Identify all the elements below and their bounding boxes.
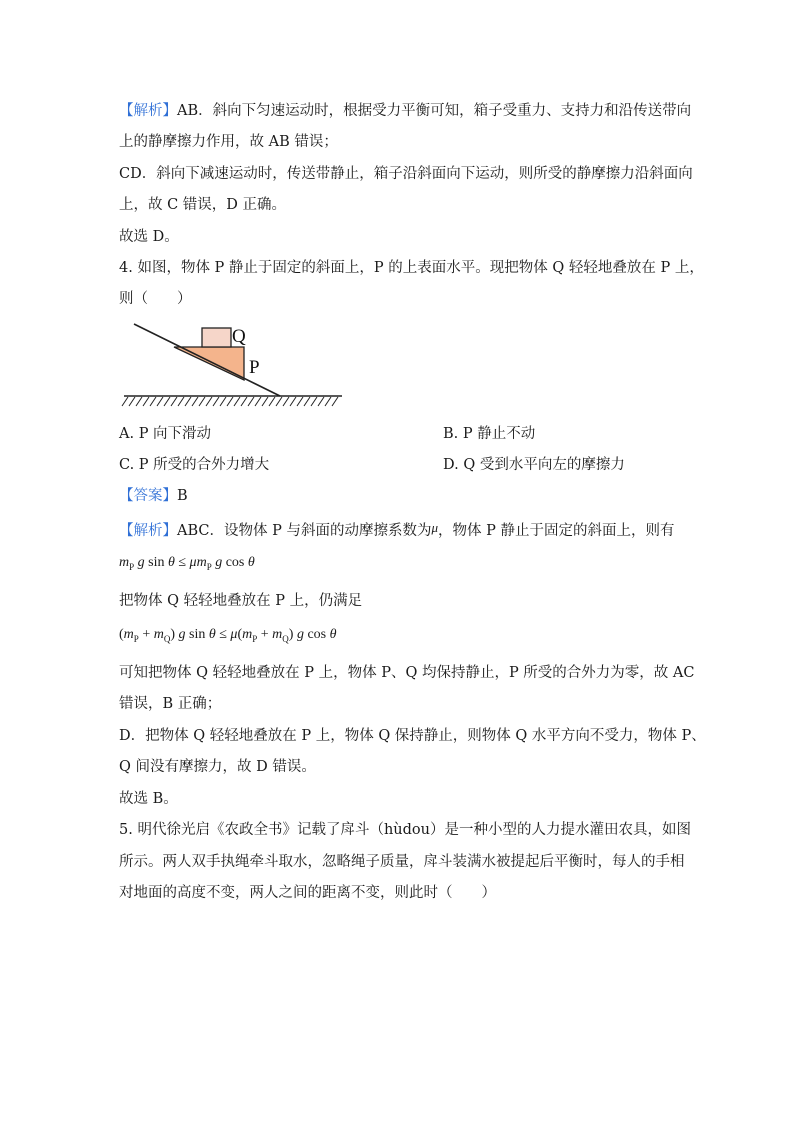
- label-p: P: [249, 357, 260, 378]
- analysis-tag: 【解析】: [119, 523, 177, 539]
- analysis-tag: 【解析】: [119, 103, 177, 119]
- mu-symbol: μ: [431, 520, 438, 535]
- q4-analysis-line-1: [119, 518, 674, 541]
- q3-analysis-line-4: 上，故 C 错误，D 正确。: [119, 197, 287, 213]
- q3-analysis-text-1: AB．斜向下匀速运动时，根据受力平衡可知，箱子受重力、支持力和沿传送带向: [177, 103, 692, 119]
- q4-stem-line-1: 4. 如图，物体 P 静止于固定的斜面上，P 的上表面水平。现把物体 Q 轻轻地叠放在 P 上，: [119, 260, 704, 276]
- ground-hatching: [122, 397, 338, 406]
- wedge-p: [174, 347, 244, 380]
- q5-stem-line-2: 所示。两人双手执绳牵斗取水，忽略绳子质量，戽斗装满水被提起后平衡时，每人的手相: [119, 854, 685, 870]
- label-q: Q: [232, 326, 246, 347]
- q5-stem-line-3: 对地面的高度不变，两人之间的距离不变，则此时（ ）: [119, 885, 496, 901]
- q4-analysis-text-1: ABC．设物体 P 与斜面的动摩擦系数为: [177, 523, 432, 539]
- q3-conclusion: 故选 D。: [119, 229, 179, 245]
- block-q: [202, 328, 231, 347]
- q4-stem-line-2: 则（ ）: [119, 291, 192, 307]
- option-c: C. P 所受的合外力增大: [119, 457, 270, 473]
- q5-stem-line-1: 5. 明代徐光启《农政全书》记载了戽斗（hùdou）是一种小型的人力提水灌田农具，如图: [119, 822, 691, 838]
- q4-analysis-line-2: 把物体 Q 轻轻地叠放在 P 上，仍满足: [119, 593, 363, 609]
- q4-analysis-line-6: Q 间没有摩擦力，故 D 错误。: [119, 759, 316, 775]
- q4-analysis-line-5: D．把物体 Q 轻轻地叠放在 P 上，物体 Q 保持静止，则物体 Q 水平方向不受力，物体 P、: [119, 728, 706, 744]
- answer-value: B: [177, 488, 188, 504]
- answer-tag: 【答案】: [119, 488, 177, 504]
- q4-answer: [119, 486, 188, 506]
- q3-analysis-line-2: 上的静摩擦力作用，故 AB 错误；: [119, 134, 338, 150]
- q3-analysis-line-1: [119, 101, 691, 121]
- q4-incline-figure: [118, 320, 348, 412]
- option-b: B. P 静止不动: [443, 426, 536, 442]
- option-d: D. Q 受到水平向左的摩擦力: [443, 457, 625, 473]
- q4-analysis-line-4: 错误，B 正确；: [119, 696, 222, 712]
- equation-2: $(m_P + m_Q)$ g $\sin \theta \le \mu(m_P + m_Q)$ g cos θ: [119, 627, 337, 644]
- option-a: A. P 向下滑动: [119, 426, 212, 442]
- q3-analysis-line-3: CD．斜向下减速运动时，传送带静止，箱子沿斜面向下运动，则所受的静摩擦力沿斜面向: [119, 166, 693, 182]
- q4-analysis-line-3: 可知把物体 Q 轻轻地叠放在 P 上，物体 P、Q 均保持静止，P 所受的合外力为零，故 AC: [119, 665, 695, 681]
- q4-conclusion: 故选 B。: [119, 791, 178, 807]
- equation-1: $m_P$ g $\sin \theta \le \mu m_P$ g cos θ: [119, 555, 255, 572]
- q4-analysis-text-1b: ，物体 P 静止于固定的斜面上，则有: [438, 523, 675, 539]
